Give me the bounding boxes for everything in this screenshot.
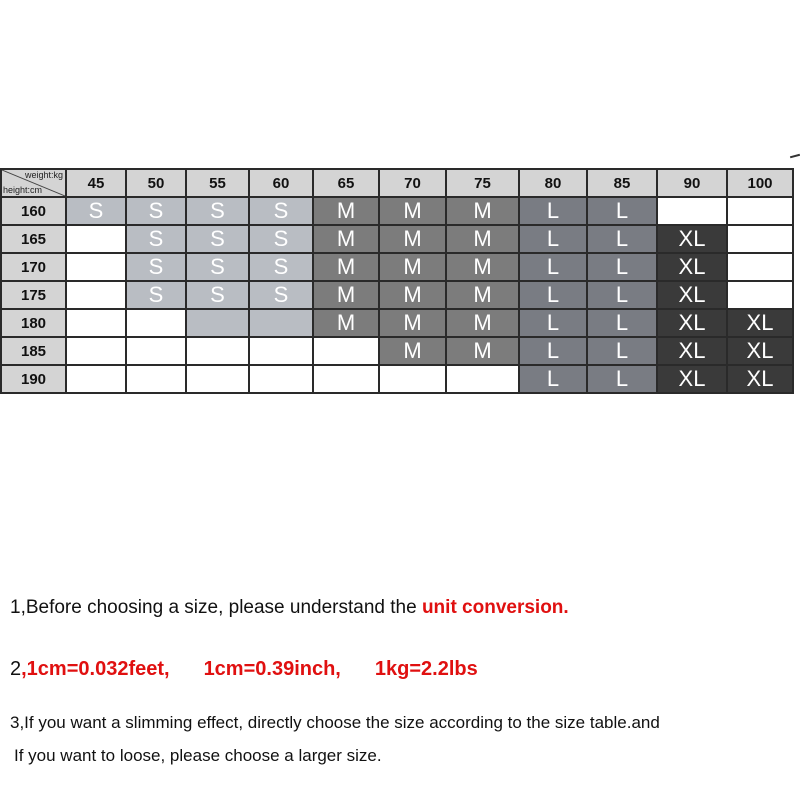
size-cell: L	[519, 225, 587, 253]
size-cell	[657, 197, 727, 225]
size-cell: S	[126, 253, 186, 281]
weight-header: 85	[587, 169, 657, 197]
size-cell: M	[446, 225, 519, 253]
size-row-160	[1, 197, 793, 225]
size-cell	[186, 365, 249, 393]
size-cell	[66, 365, 126, 393]
size-cell	[126, 309, 186, 337]
note-slimming: 3,If you want a slimming effect, directly choose the size according to the size table.and	[10, 713, 660, 732]
size-cell: XL	[657, 225, 727, 253]
size-cell	[66, 309, 126, 337]
weight-header: 50	[126, 169, 186, 197]
size-cell: S	[186, 253, 249, 281]
size-cell	[727, 197, 793, 225]
size-cell: L	[587, 253, 657, 281]
note-2-number: 2	[10, 658, 22, 680]
size-cell	[66, 253, 126, 281]
size-cell	[66, 225, 126, 253]
weight-header: 60	[249, 169, 313, 197]
size-cell	[66, 337, 126, 365]
size-cell: M	[379, 309, 446, 337]
note-unit-conversion	[10, 597, 569, 619]
note-conversions	[10, 658, 478, 681]
size-row-190	[1, 365, 793, 393]
size-cell: M	[379, 197, 446, 225]
size-cell: L	[519, 365, 587, 393]
size-cell: S	[249, 281, 313, 309]
size-cell: M	[313, 281, 379, 309]
size-cell	[446, 365, 519, 393]
note-1-highlight: unit conversion.	[421, 597, 569, 618]
size-cell: XL	[657, 309, 727, 337]
size-cell: M	[446, 253, 519, 281]
decorative-stroke	[790, 154, 800, 159]
size-cell: L	[519, 197, 587, 225]
size-cell: XL	[727, 337, 793, 365]
size-cell: L	[587, 365, 657, 393]
size-cell	[727, 281, 793, 309]
size-cell: L	[587, 281, 657, 309]
size-cell: XL	[727, 309, 793, 337]
size-cell	[126, 337, 186, 365]
height-unit-label: height:cm	[3, 185, 43, 195]
size-cell: L	[519, 253, 587, 281]
size-cell: M	[313, 309, 379, 337]
size-cell: L	[587, 309, 657, 337]
weight-header: 90	[657, 169, 727, 197]
weight-header: 75	[446, 169, 519, 197]
size-cell: M	[446, 337, 519, 365]
size-cell	[126, 365, 186, 393]
size-cell: S	[186, 197, 249, 225]
size-row-175	[1, 281, 793, 309]
size-cell: S	[126, 197, 186, 225]
size-cell: M	[446, 281, 519, 309]
size-cell: XL	[657, 281, 727, 309]
weight-header: 65	[313, 169, 379, 197]
weight-unit-label: weight:kg	[24, 170, 63, 180]
size-chart-body	[1, 197, 793, 393]
table-corner-cell	[1, 169, 66, 197]
size-cell	[249, 309, 313, 337]
size-cell	[249, 365, 313, 393]
size-cell: S	[249, 197, 313, 225]
size-cell: M	[379, 225, 446, 253]
size-cell: M	[313, 253, 379, 281]
size-cell: M	[379, 281, 446, 309]
weight-header: 70	[379, 169, 446, 197]
size-cell: L	[519, 281, 587, 309]
size-cell: S	[249, 253, 313, 281]
size-cell: L	[587, 337, 657, 365]
size-cell	[727, 225, 793, 253]
size-cell: M	[379, 337, 446, 365]
height-label: 190	[1, 365, 66, 393]
size-row-165	[1, 225, 793, 253]
size-cell: L	[587, 225, 657, 253]
size-cell: M	[313, 197, 379, 225]
size-cell: L	[519, 309, 587, 337]
size-cell	[66, 281, 126, 309]
size-cell: S	[66, 197, 126, 225]
size-cell: S	[186, 225, 249, 253]
size-cell	[727, 253, 793, 281]
weight-header: 45	[66, 169, 126, 197]
note-loose: If you want to loose, please choose a larger size.	[14, 746, 382, 765]
size-cell: M	[446, 309, 519, 337]
size-cell: M	[379, 253, 446, 281]
height-label: 180	[1, 309, 66, 337]
note-1-text: 1,Before choosing a size, please understand the	[10, 597, 422, 618]
size-cell: XL	[657, 365, 727, 393]
size-cell: S	[126, 281, 186, 309]
size-cell: S	[126, 225, 186, 253]
size-cell: S	[186, 281, 249, 309]
weight-header-row	[1, 169, 793, 197]
size-cell	[186, 309, 249, 337]
size-cell: S	[249, 225, 313, 253]
size-cell	[249, 337, 313, 365]
size-row-170	[1, 253, 793, 281]
size-chart-table	[0, 168, 794, 394]
size-row-180	[1, 309, 793, 337]
size-cell: L	[587, 197, 657, 225]
weight-header: 55	[186, 169, 249, 197]
size-cell: XL	[657, 337, 727, 365]
height-label: 175	[1, 281, 66, 309]
conversion-feet: ,1cm=0.032feet,	[21, 658, 170, 680]
weight-header: 100	[727, 169, 793, 197]
size-cell	[313, 365, 379, 393]
size-row-185	[1, 337, 793, 365]
size-cell: XL	[657, 253, 727, 281]
size-cell: XL	[727, 365, 793, 393]
weight-header: 80	[519, 169, 587, 197]
size-cell	[379, 365, 446, 393]
height-label: 170	[1, 253, 66, 281]
size-cell	[313, 337, 379, 365]
size-cell	[186, 337, 249, 365]
height-label: 160	[1, 197, 66, 225]
size-cell: M	[446, 197, 519, 225]
height-label: 165	[1, 225, 66, 253]
size-cell: L	[519, 337, 587, 365]
conversion-lbs: 1kg=2.2lbs	[374, 658, 478, 680]
conversion-inch: 1cm=0.39inch,	[203, 658, 341, 680]
height-label: 185	[1, 337, 66, 365]
size-cell: M	[313, 225, 379, 253]
